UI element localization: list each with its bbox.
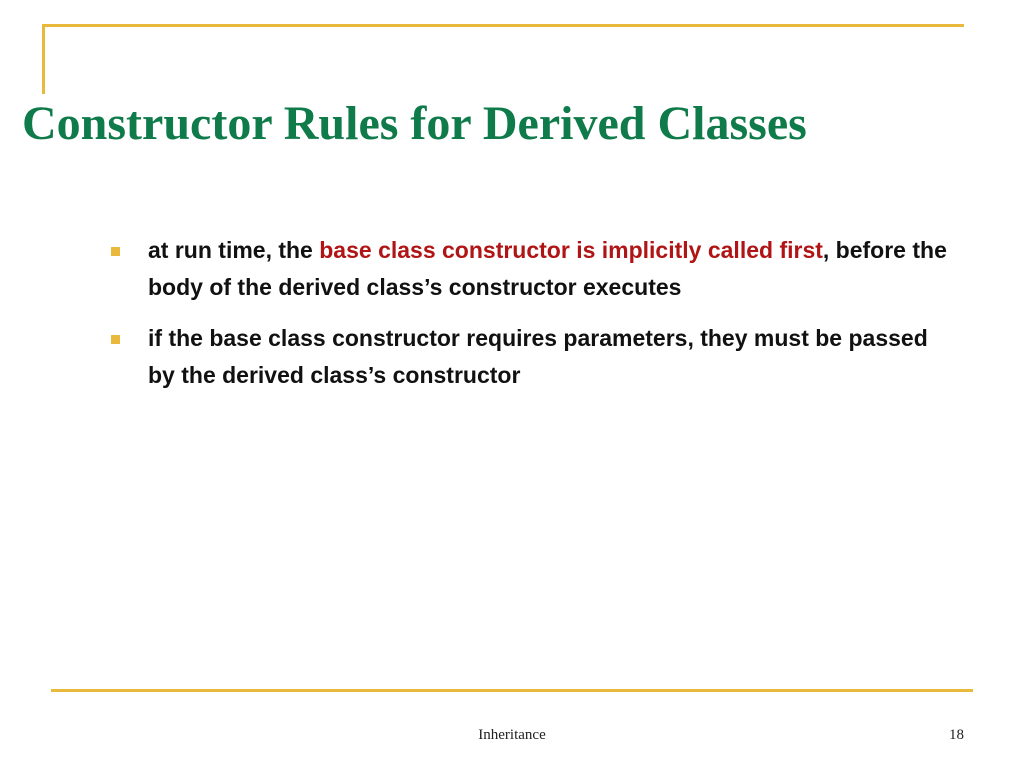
bullet-text: if the base class constructor requires parameters, they must be passed by the derived class’s constructor <box>148 325 928 388</box>
square-bullet-icon <box>111 335 120 344</box>
footer-label: Inheritance <box>478 727 546 743</box>
left-frame-line <box>42 24 45 94</box>
bullet-text: at run time, the <box>148 237 320 263</box>
square-bullet-icon <box>111 247 120 256</box>
slide-title: Constructor Rules for Derived Classes <box>22 97 807 150</box>
bullet-item <box>108 320 948 394</box>
bullet-list <box>108 232 948 408</box>
bullet-item <box>108 232 948 306</box>
bullet-text: , before the body of the derived class’s constructor executes <box>148 237 947 300</box>
top-frame-line <box>42 24 964 27</box>
page-number: 18 <box>949 727 964 743</box>
footer-divider <box>51 689 973 692</box>
bullet-emphasis-text: base class constructor is implicitly called first <box>319 237 823 263</box>
